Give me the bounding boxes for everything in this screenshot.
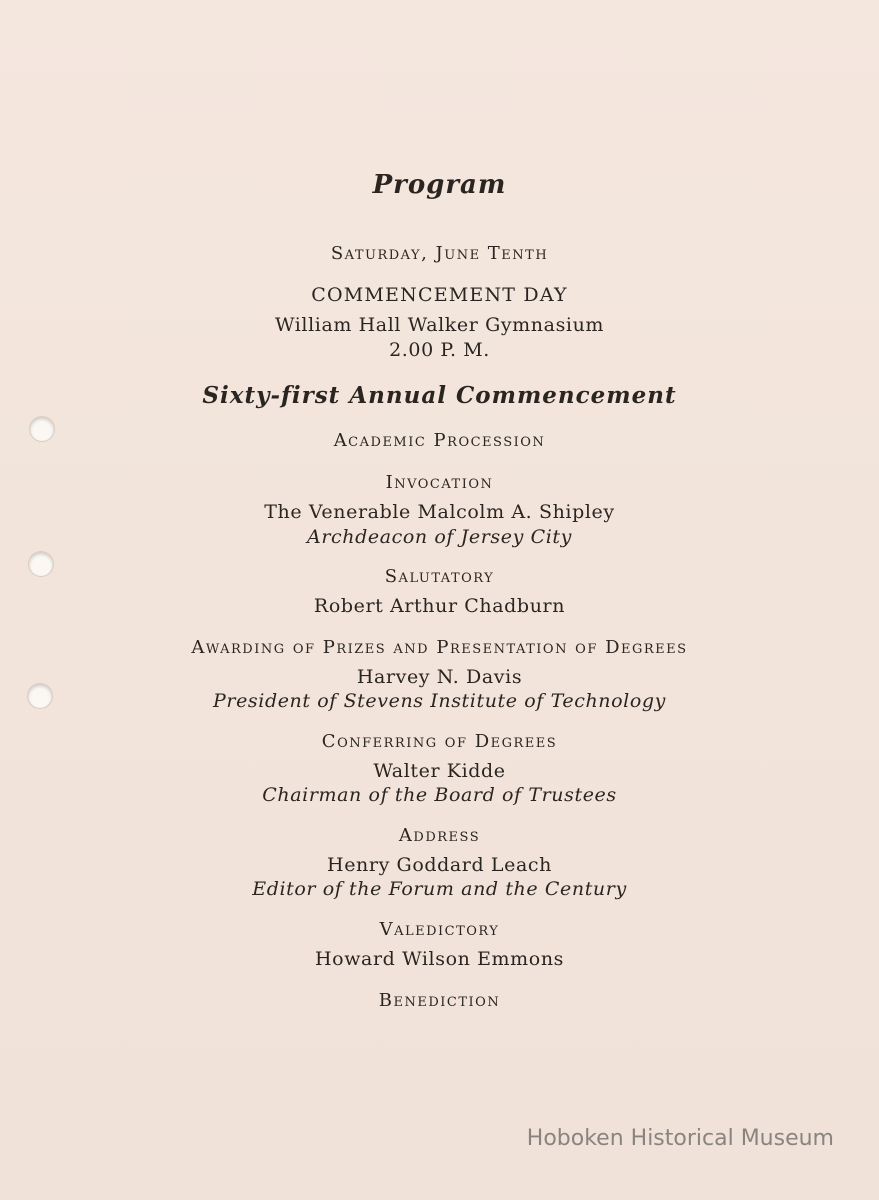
venue: William Hall Walker Gymnasium [274, 314, 605, 336]
item-person: The Venerable Malcolm A. Shipley [264, 501, 615, 523]
item-role: President of Stevens Institute of Technology [213, 690, 666, 712]
item-heading: Conferring of Degrees [321, 731, 558, 752]
binder-hole [29, 552, 53, 576]
binder-hole [30, 417, 54, 441]
date-line: Saturday, June Tenth [330, 243, 549, 264]
item-heading: Address [398, 825, 481, 846]
time: 2.00 P. M. [389, 339, 490, 361]
item-heading: Academic Procession [333, 430, 546, 451]
item-person: Howard Wilson Emmons [314, 948, 565, 970]
item-person: Harvey N. Davis [356, 666, 523, 688]
item-heading: Invocation [385, 472, 494, 493]
item-role: Chairman of the Board of Trustees [262, 784, 617, 806]
item-heading: Benediction [378, 990, 501, 1011]
item-person: Henry Goddard Leach [327, 854, 552, 876]
item-heading: Valedictory [379, 919, 500, 940]
item-role: Editor of the Forum and the Century [252, 878, 627, 900]
item-person: Walter Kidde [373, 760, 506, 782]
ceremony-title: Sixty-first Annual Commencement [202, 382, 677, 409]
item-heading: Awarding of Prizes and Presentation of Degrees [191, 637, 688, 658]
item-heading: Salutatory [384, 566, 495, 587]
program-title: Program [372, 170, 507, 200]
item-role: Archdeacon of Jersey City [307, 526, 572, 548]
binder-hole [28, 684, 52, 708]
item-person: Robert Arthur Chadburn [313, 595, 566, 617]
watermark: Hoboken Historical Museum [526, 1126, 834, 1151]
event-name: COMMENCEMENT DAY [311, 284, 568, 306]
